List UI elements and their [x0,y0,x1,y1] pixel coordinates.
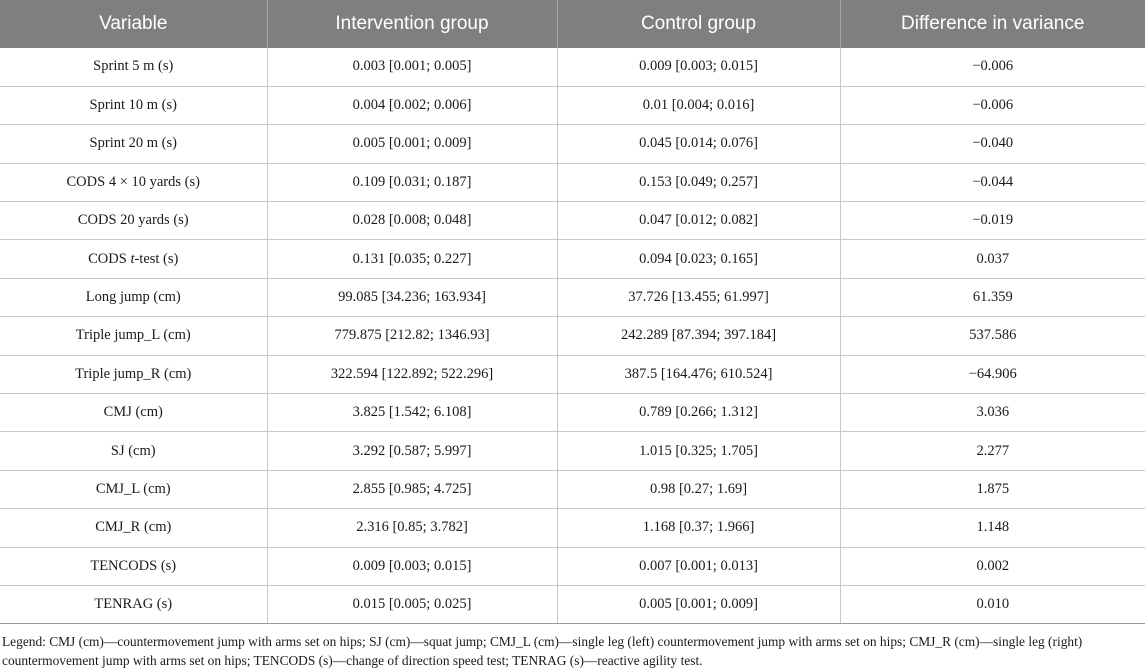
table-row [0,202,1145,240]
cell-intervention: 99.085 [34.236; 163.934] [267,278,557,316]
header-control-group: Control group [557,0,840,48]
cell-difference: 0.010 [840,585,1145,623]
cell-difference: −64.906 [840,355,1145,393]
cell-control: 0.009 [0.003; 0.015] [557,48,840,86]
cell-control: 0.005 [0.001; 0.009] [557,585,840,623]
cell-difference: −0.044 [840,163,1145,201]
variable-name: TENRAG (s) [94,596,173,613]
cell-control: 0.98 [0.27; 1.69] [557,470,840,508]
cell-intervention: 0.003 [0.001; 0.005] [267,48,557,86]
table-row [0,317,1145,355]
cell-difference: −0.040 [840,125,1145,163]
cell-intervention: 0.005 [0.001; 0.009] [267,125,557,163]
variable-name-suffix: -test (s) [134,250,179,267]
cell-difference: 537.586 [840,317,1145,355]
cell-variable [0,86,267,124]
cell-difference: 2.277 [840,432,1145,470]
table-row [0,585,1145,623]
header-difference-in-variance: Difference in variance [901,13,1085,34]
cell-control: 0.007 [0.001; 0.013] [557,547,840,585]
cell-difference: 61.359 [840,278,1145,316]
cell-variable [0,509,267,547]
cell-intervention: 322.594 [122.892; 522.296] [267,355,557,393]
variable-name: CMJ_L (cm) [95,480,171,497]
cell-difference: −0.006 [840,86,1145,124]
cell-control: 0.045 [0.014; 0.076] [557,125,840,163]
cell-difference: 0.037 [840,240,1145,278]
table-row [0,125,1145,163]
cell-control: 0.094 [0.023; 0.165] [557,240,840,278]
table-row [0,432,1145,470]
variable-name-italic: t [130,250,135,267]
cell-difference: 3.036 [840,394,1145,432]
table-row [0,163,1145,201]
cell-control: 0.047 [0.012; 0.082] [557,202,840,240]
cell-variable [0,585,267,623]
cell-variable [0,163,267,201]
table-row [0,509,1145,547]
cell-intervention: 0.009 [0.003; 0.015] [267,547,557,585]
variable-name: CODS [88,250,131,267]
cell-control: 0.01 [0.004; 0.016] [557,86,840,124]
cell-variable [0,202,267,240]
cell-variable [0,355,267,393]
cell-control: 37.726 [13.455; 61.997] [557,278,840,316]
variable-name: CMJ (cm) [103,404,163,421]
variable-name: Sprint 20 m (s) [89,135,177,152]
variable-name: Triple jump_R (cm) [75,365,192,382]
cell-variable [0,125,267,163]
cell-control: 0.789 [0.266; 1.312] [557,394,840,432]
cell-variable [0,432,267,470]
table-row [0,355,1145,393]
table-body [0,48,1145,624]
cell-intervention: 0.015 [0.005; 0.025] [267,585,557,623]
variable-name: TENCODS (s) [90,557,177,574]
cell-variable [0,48,267,86]
cell-intervention: 779.875 [212.82; 1346.93] [267,317,557,355]
variable-name: Sprint 10 m (s) [89,97,177,114]
cell-variable [0,240,267,278]
table-row [0,470,1145,508]
cell-intervention: 3.292 [0.587; 5.997] [267,432,557,470]
variable-name: Triple jump_L (cm) [75,327,191,344]
cell-control: 1.015 [0.325; 1.705] [557,432,840,470]
header-variable: Variable [0,0,267,48]
table-row [0,278,1145,316]
cell-variable [0,470,267,508]
cell-intervention: 2.855 [0.985; 4.725] [267,470,557,508]
cell-intervention: 0.109 [0.031; 0.187] [267,163,557,201]
variable-name: CMJ_R (cm) [95,519,172,536]
cell-difference: 1.148 [840,509,1145,547]
cell-difference: −0.006 [840,48,1145,86]
variable-name: Long jump (cm) [85,289,181,306]
cell-variable [0,278,267,316]
cell-difference: 0.002 [840,547,1145,585]
cell-difference: −0.019 [840,202,1145,240]
table-row [0,240,1145,278]
cell-control: 0.153 [0.049; 0.257] [557,163,840,201]
cell-intervention: 0.131 [0.035; 0.227] [267,240,557,278]
table-legend: Legend: CMJ (cm)—countermovement jump with arms set on hips; SJ (cm)—squat jump; CMJ_L (cm)—single leg (left) countermovement jump with arms set on hips; CMJ_R (cm)—single leg (right) countermovement jump with arms set on hips; TENCODS (s)—change of direction speed test; TENRAG (s)—reactive agility test. [2,634,1083,669]
cell-control: 242.289 [87.394; 397.184] [557,317,840,355]
variable-name: CODS 20 yards (s) [77,212,189,229]
cell-intervention: 0.004 [0.002; 0.006] [267,86,557,124]
cell-variable [0,547,267,585]
header-intervention-group: Intervention group [267,0,557,48]
variable-name: Sprint 5 m (s) [93,58,174,75]
table-row [0,394,1145,432]
cell-control: 387.5 [164.476; 610.524] [557,355,840,393]
variable-name: SJ (cm) [110,442,156,459]
table-header-row [0,0,1145,48]
table-row [0,48,1145,86]
cell-variable [0,317,267,355]
cell-difference: 1.875 [840,470,1145,508]
cell-control: 1.168 [0.37; 1.966] [557,509,840,547]
cell-intervention: 3.825 [1.542; 6.108] [267,394,557,432]
cell-variable [0,394,267,432]
cell-intervention: 0.028 [0.008; 0.048] [267,202,557,240]
table-row [0,547,1145,585]
cell-intervention: 2.316 [0.85; 3.782] [267,509,557,547]
variable-name: CODS 4 × 10 yards (s) [66,173,200,190]
table-row [0,86,1145,124]
